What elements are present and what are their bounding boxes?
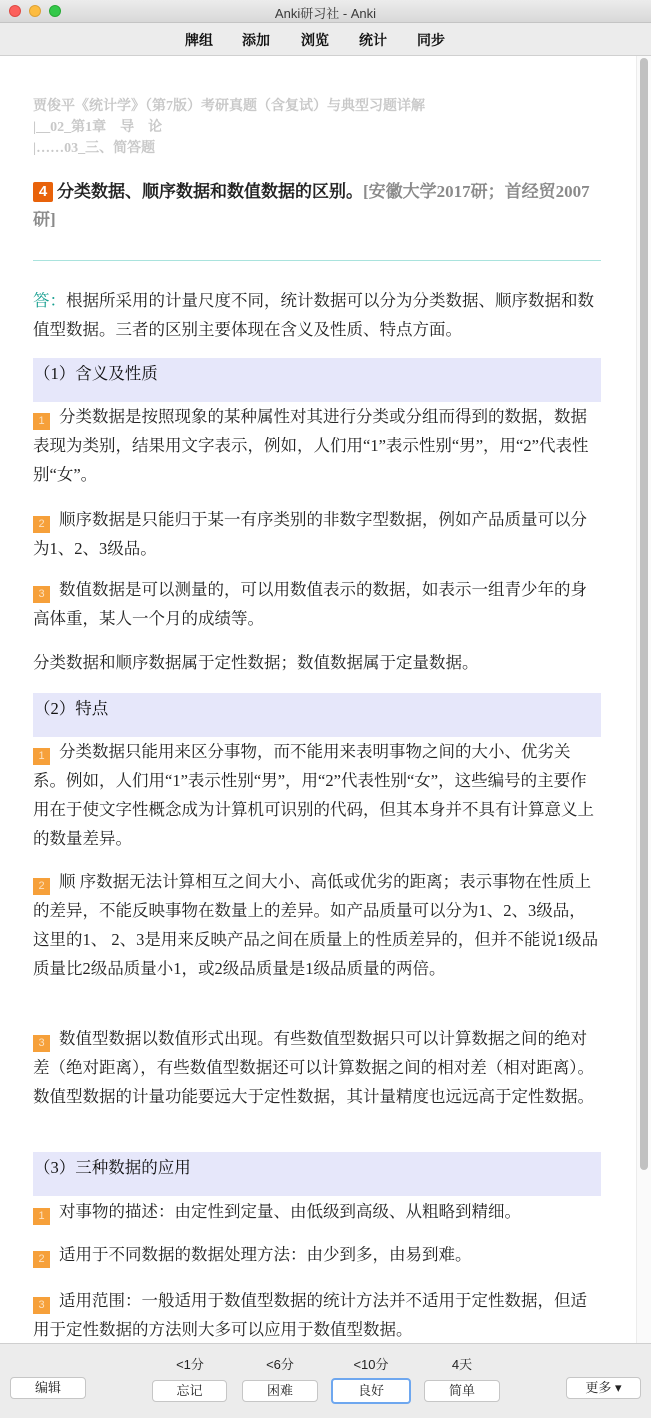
interval-good: <10分 <box>353 1357 389 1372</box>
answer-label: 答： <box>33 291 66 310</box>
easy-button[interactable]: 简单 <box>424 1380 500 1402</box>
list-item <box>33 1240 601 1269</box>
item-text: 对事物的描述：由定性到定量、由低级到高级、从粗略到精细。 <box>59 1202 521 1221</box>
menu-browse[interactable]: 浏览 <box>301 32 329 48</box>
more-button[interactable]: 更多 ▾ <box>566 1377 641 1399</box>
window-titlebar <box>0 0 651 23</box>
item-number-badge: 1 <box>33 1208 50 1225</box>
window-title: Anki研习社 - Anki <box>274 6 377 21</box>
section-heading: （2）特点 <box>33 693 601 737</box>
list-item <box>33 737 601 853</box>
item-number-badge: 1 <box>33 413 50 430</box>
summary-note: 分类数据和顺序数据属于定性数据；数值数据属于定量数据。 <box>33 653 479 672</box>
item-number-badge: 2 <box>33 516 50 533</box>
interval-easy: 4天 <box>451 1357 473 1372</box>
question-text: 分类数据、顺序数据和数值数据的区别。 <box>57 182 363 201</box>
item-number-badge: 3 <box>33 1035 50 1052</box>
item-number-badge: 2 <box>33 1251 50 1268</box>
breadcrumb <box>33 96 425 159</box>
list-item <box>33 402 601 489</box>
menu-add[interactable]: 添加 <box>242 32 270 48</box>
list-item <box>33 1197 601 1226</box>
list-item <box>33 1024 601 1111</box>
answer-divider <box>33 260 601 261</box>
main-toolbar <box>0 23 651 56</box>
hard-button[interactable]: 困难 <box>242 1380 318 1402</box>
breadcrumb-section: |……03_三、简答题 <box>33 141 156 156</box>
question <box>33 178 603 234</box>
item-number-badge: 1 <box>33 748 50 765</box>
section-heading: （3）三种数据的应用 <box>33 1152 601 1196</box>
breadcrumb-chapter: |__02_第1章 导 论 <box>33 120 163 135</box>
interval-again: <1分 <box>176 1357 204 1372</box>
question-number-badge: 4 <box>33 182 53 202</box>
item-text: 适用范围：一般适用于数值型数据的统计方法并不适用于定性数据，但适用于定性数据的方法则大多可以应用于数值型数据。 <box>33 1291 587 1339</box>
item-text: 数值数据是可以测量的，可以用数值表示的数据，如表示一组青少年的身高体重，某人一个月的成绩等。 <box>33 580 587 628</box>
item-text: 顺 序数据无法计算相互之间大小、高低或优劣的距离；表示事物在性质上的差异，不能反映事物在数量上的差异。如产品质量可以分为1、2、3级品，这里的1、 2、3是用来反映产品之间在质量上的性质差异的，但并不能说1级品质量比2级品质量小1，或2级品质量是1级品质量的两倍。 <box>33 872 599 978</box>
menu-decks[interactable]: 牌组 <box>185 32 213 48</box>
list-item <box>33 505 601 563</box>
breadcrumb-book: 贾俊平《统计学》（第7版）考研真题（含复试）与典型习题详解 <box>33 99 425 114</box>
item-text: 顺序数据是只能归于某一有序类别的非数字型数据，例如产品质量可以分为1、2、3级品。 <box>33 510 587 558</box>
card-view <box>0 56 636 1343</box>
answer-intro-text: 根据所采用的计量尺度不同，统计数据可以分为分类数据、顺序数据和数值型数据。三者的区别主要体现在含义及性质、特点方面。 <box>33 291 594 339</box>
again-button[interactable]: 忘记 <box>152 1380 227 1402</box>
review-bar <box>0 1343 651 1418</box>
list-item <box>33 1286 601 1343</box>
interval-hard: <6分 <box>266 1357 294 1372</box>
question-source: [安徽大学2017研；首经贸2007研] <box>33 182 590 229</box>
item-number-badge: 3 <box>33 1297 50 1314</box>
section-heading: （1）含义及性质 <box>33 358 601 402</box>
menu-stats[interactable]: 统计 <box>359 32 387 48</box>
edit-button[interactable]: 编辑 <box>10 1377 86 1399</box>
list-item <box>33 867 601 983</box>
item-number-badge: 3 <box>33 586 50 603</box>
item-number-badge: 2 <box>33 878 50 895</box>
menu-sync[interactable]: 同步 <box>417 32 445 48</box>
item-text: 数值型数据以数值形式出现。有些数值型数据只可以计算数据之间的绝对差（绝对距离），有些数值型数据还可以计算数据之间的相对差（相对距离）。数值型数据的计量功能要远大于定性数据，其计量精度也远远高于定性数据。 <box>33 1029 594 1106</box>
scrollbar-thumb[interactable] <box>640 58 648 1170</box>
item-text: 分类数据只能用来区分事物，而不能用来表明事物之间的大小、优劣关系。例如，人们用“1”表示性别“男”，用“2”代表性别“女”，这些编号的主要作用在于使文字性概念成为计算机可识别的代码，但其本身并不具有计算意义上的数量差异。 <box>33 742 594 848</box>
good-button[interactable]: 良好 <box>331 1378 411 1404</box>
answer-intro <box>33 286 601 344</box>
list-item <box>33 575 601 633</box>
item-text: 分类数据是按照现象的某种属性对其进行分类或分组而得到的数据，数据表现为类别，结果用文字表示，例如，人们用“1”表示性别“男”，用“2”代表性别“女”。 <box>33 407 589 484</box>
item-text: 适用于不同数据的数据处理方法：由少到多，由易到难。 <box>59 1245 472 1264</box>
